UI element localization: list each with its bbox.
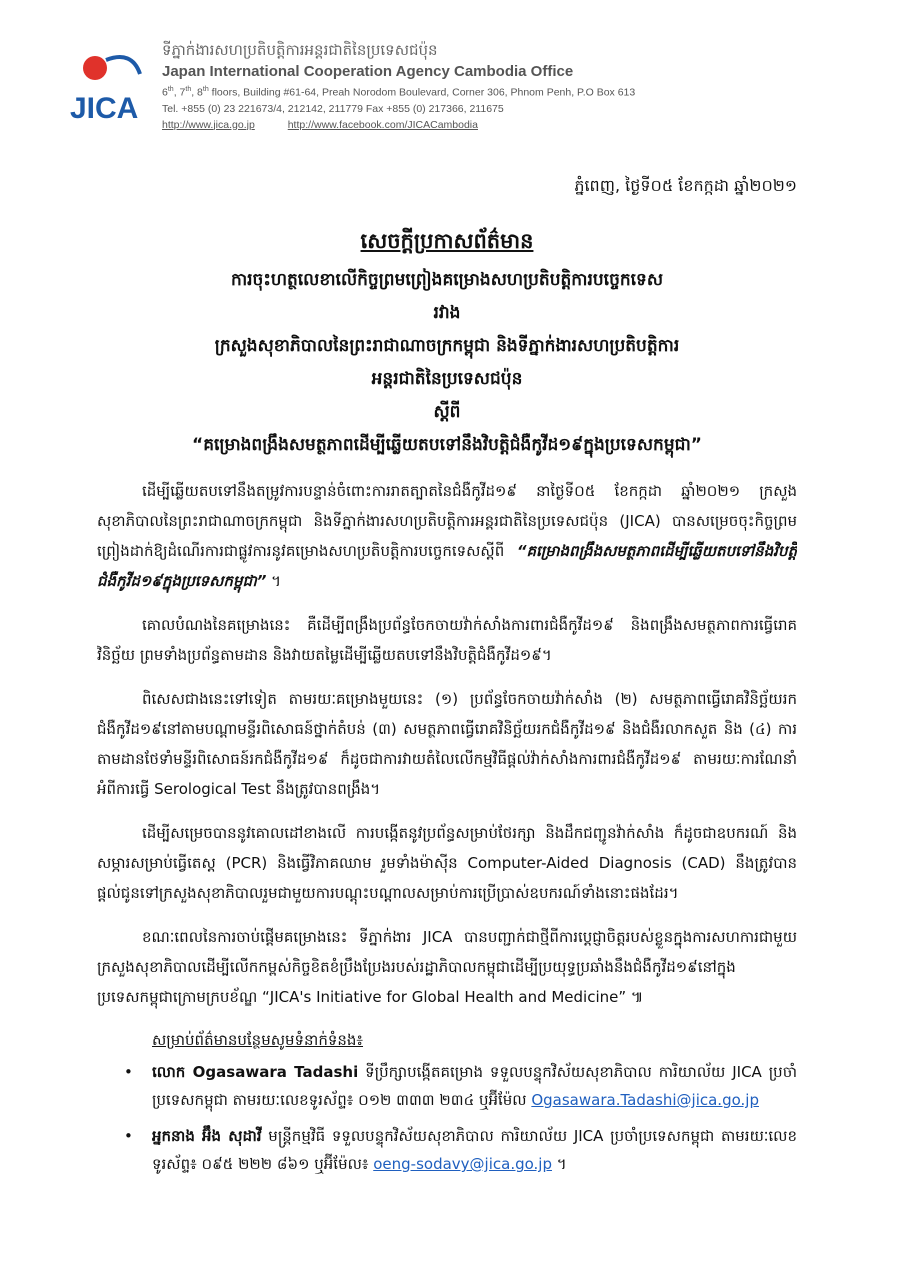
logo-text: JICA bbox=[70, 92, 139, 125]
subtitle-line: អន្តរជាតិនៃប្រទេសជប៉ុន bbox=[371, 369, 523, 389]
contact-name: អ្នកនាង អ៊ឹង សុដាវី bbox=[152, 1127, 262, 1145]
contact-email-link[interactable]: oeng-sodavy@jica.go.jp bbox=[373, 1155, 552, 1173]
subtitle-line: រវាង bbox=[433, 303, 461, 323]
page-title: សេចក្តីប្រកាសព័ត៌មាន bbox=[360, 229, 534, 253]
office-phone-fax: Tel. +855 (0) 23 221673/4, 212142, 211779 Fax +855 (0) 217366, 211675 bbox=[162, 102, 504, 115]
paragraph-4: ដើម្បីសម្រេចបាននូវគោលដៅខាងលើ ការបង្កើតនូវប្រព័ន្ធសម្រាប់ថែរក្សា និងដឹកជញ្ជូនវ៉ាក់សាំង ក៏ដូចជាឧបករណ៍ និងសម្ភារសម្រាប់ធ្វើតេស្ត (PCR) និងធ្វើវិភាគឈាម រួមទាំងម៉ាស៊ីន Computer-Aided Diagnosis (CAD) នឹងត្រូវបានផ្តល់ជូនទៅក្រសួងសុខាភិបាលរួមជាមួយការបណ្តុះបណ្តាលសម្រាប់ការប្រើប្រាស់ឧបករណ៍ទាំងនោះផងដែរ។ bbox=[97, 824, 797, 902]
date-line: ភ្នំពេញ, ថ្ងៃទី០៥ ខែកក្កដា ឆ្នាំ២០២១ bbox=[574, 176, 797, 195]
subtitle-line: “គម្រោងពង្រឹងសមត្ថភាពដើម្បីឆ្លើយតបទៅនឹងវិបត្តិជំងឺកូវីដ១៩ក្នុងប្រទេសកម្ពុជា” bbox=[192, 435, 702, 455]
agency-name-khmer: ទីភ្នាក់ងារសហប្រតិបត្តិការអន្តរជាតិនៃប្រទេសជប៉ុន bbox=[162, 42, 438, 59]
contact-details: ទីប្រឹក្សាបង្កើតគម្រោង ទទួលបន្ទុកវិស័យសុខាភិបាល ការិយាល័យ JICA ប្រចាំប្រទេសកម្ពុជា តាមរយៈលេខទូរស័ព្ទ៖ ០១២ ៣៣៣ ២៣៤ ឬអ៊ីម៉ែល bbox=[152, 1063, 797, 1109]
contact-list bbox=[97, 1058, 797, 1178]
contact-name: លោក Ogasawara Tadashi bbox=[152, 1063, 359, 1081]
contact-item bbox=[124, 1058, 797, 1114]
project-name-emphasis: “គម្រោងពង្រឹងសមត្ថភាពដើម្បីឆ្លើយតបទៅនឹងវិបត្តិជំងឺកូវីដ១៩ក្នុងប្រទេសកម្ពុជា” bbox=[97, 542, 797, 590]
paragraph-1-end: ។ bbox=[266, 572, 282, 590]
website-link[interactable]: http://www.jica.go.jp bbox=[162, 118, 255, 131]
paragraph-5: ខណៈពេលនៃការចាប់ផ្តើមគម្រោងនេះ ទីភ្នាក់ងារ JICA បានបញ្ជាក់ជាថ្មីពីការប្តេជ្ញាចិត្តរបស់ខ្លួនក្នុងការសហការជាមួយក្រសួងសុខាភិបាលដើម្បីលើកកម្ពស់កិច្ចខិតខំប្រឹងប្រែងរបស់រដ្ឋាភិបាលកម្ពុជាដើម្បីប្រយុទ្ធប្រឆាំងនឹងជំងឺកូវីដ១៩នៅក្នុងប្រទេសកម្ពុជាក្រោមក្របខ័ណ្ឌ “JICA's Initiative for Global Health and Medicine” ៕ bbox=[97, 928, 797, 1006]
contact-heading: សម្រាប់ព័ត៌មានបន្ថែមសូមទំនាក់ទំនង៖ bbox=[152, 1031, 364, 1049]
contact-email-link[interactable]: Ogasawara.Tadashi@jica.go.jp bbox=[531, 1091, 759, 1109]
bullet-icon: • bbox=[124, 1063, 133, 1081]
agency-name-english: Japan International Cooperation Agency Cambodia Office bbox=[162, 63, 574, 80]
jica-logo bbox=[62, 52, 162, 132]
subtitle-line: ការចុះហត្ថលេខាលើកិច្ចព្រមព្រៀងគម្រោងសហប្រតិបត្តិការបច្ចេកទេស bbox=[230, 270, 664, 290]
subtitle-line: ស្តីពី bbox=[433, 402, 461, 422]
bullet-icon: • bbox=[124, 1127, 133, 1145]
paragraph-1-text: ដើម្បីឆ្លើយតបទៅនឹងតម្រូវការបន្ទាន់ចំពោះការរាតត្បាតនៃជំងឺកូវីដ១៩ នាថ្ងៃទី០៥ ខែកក្កដា ឆ្នាំ២០២១ ក្រសួងសុខាភិបាលនៃព្រះរាជាណាចក្រកម្ពុជា និងទីភ្នាក់ងារសហប្រតិបត្តិការអន្តរជាតិនៃប្រទេសជប៉ុន (JICA) បានសម្រេចចុះកិច្ចព្រមព្រៀងដាក់ឱ្យដំណើរការជាផ្លូវការនូវគម្រោងសហប្រតិបត្តិការបច្ចេកទេសស្តីពី bbox=[97, 482, 797, 560]
letterhead bbox=[62, 40, 822, 150]
facebook-link[interactable]: http://www.facebook.com/JICACambodia bbox=[287, 118, 478, 131]
paragraph-1 bbox=[97, 476, 797, 596]
document-body bbox=[97, 172, 797, 1260]
office-address: 6th, 7th, 8th floors, Building #61-64, Preah Norodom Boulevard, Corner 306, Phnom Penh, P.O Box 613 bbox=[162, 86, 636, 99]
subtitle-line: ក្រសួងសុខាភិបាលនៃព្រះរាជាណាចក្រកម្ពុជា និងទីភ្នាក់ងារសហប្រតិបត្តិការ bbox=[214, 336, 680, 356]
contact-details: មន្ត្រីកម្មវិធី ទទួលបន្ទុកវិស័យសុខាភិបាល ការិយាល័យ JICA ប្រចាំប្រទេសកម្ពុជា តាមរយៈលេខទូរស័ព្ទ៖ ០៩៥ ២២២ ៨៦១ ឬអ៊ីម៉ែល៖ bbox=[152, 1127, 797, 1173]
paragraph-2: គោលបំណងនៃគម្រោងនេះ គឺដើម្បីពង្រឹងប្រព័ន្ធចែកចាយវ៉ាក់សាំងការពារជំងឺកូវីដ១៩ និងពង្រឹងសមត្ថភាពការធ្វើរោគវិនិច្ឆ័យ ព្រមទាំងប្រព័ន្ធតាមដាន និងវាយតម្លៃដើម្បីឆ្លើយតបទៅនឹងវិបត្តិជំងឺកូវីដ១៩។ bbox=[97, 616, 797, 664]
subtitle-block bbox=[97, 264, 797, 462]
office-links bbox=[162, 117, 822, 133]
logo-red-circle bbox=[83, 56, 107, 80]
logo-swoosh bbox=[106, 57, 140, 74]
contact-end: ។ bbox=[551, 1155, 567, 1173]
contact-item bbox=[124, 1122, 797, 1178]
paragraph-3: ពិសេសជាងនេះទៅទៀត តាមរយៈគម្រោងមួយនេះ (១) ប្រព័ន្ធចែកចាយវ៉ាក់សាំង (២) សមត្ថភាពធ្វើរោគវិនិច្ឆ័យរកជំងឺកូវីដ១៩នៅតាមបណ្តាមន្ទីរពិសោធន៍ថ្នាក់តំបន់ (៣) សមត្ថភាពធ្វើរោគវិនិច្ឆ័យរកជំងឺកូវីដ១៩ និងជំងឺរលាកសួត និង (៤) ការតាមដានថែទាំមន្ទីរពិសោធន៍រកជំងឺកូវីដ១៩ ក៏ដូចជាការវាយតំលៃលើកម្មវិធីផ្តល់វ៉ាក់សាំងការពារជំងឺកូវីដ១៩ តាមរយៈការណែនាំអំពីការធ្វើ Serological Test នឹងត្រូវបានពង្រឹង។ bbox=[97, 690, 797, 798]
letterhead-text bbox=[162, 40, 822, 150]
